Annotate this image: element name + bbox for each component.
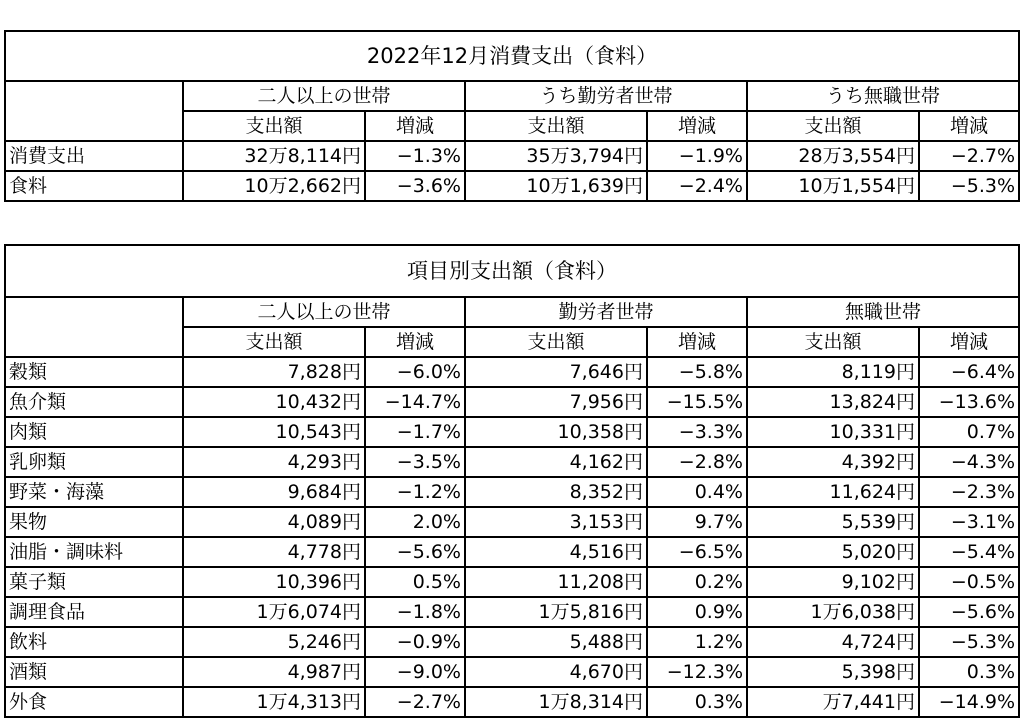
amount-cell: 35万3,794円 xyxy=(465,141,647,171)
items-group-header: 二人以上の世帯 xyxy=(183,297,465,327)
amount-cell: 5,539円 xyxy=(747,507,919,537)
row-label: 肉類 xyxy=(5,417,183,447)
items-table xyxy=(4,244,1020,718)
change-cell: −3.1% xyxy=(919,507,1019,537)
change-cell: −6.0% xyxy=(365,357,465,387)
amount-cell: 10,543円 xyxy=(183,417,365,447)
amount-cell: 10,396円 xyxy=(183,567,365,597)
amount-cell: 10,432円 xyxy=(183,387,365,417)
summary-table xyxy=(4,30,1020,202)
amount-cell: 4,392円 xyxy=(747,447,919,477)
table-row xyxy=(5,537,1019,567)
amount-cell: 10万2,662円 xyxy=(183,171,365,201)
change-cell: −14.7% xyxy=(365,387,465,417)
amount-cell: 1万8,314円 xyxy=(465,687,647,717)
amount-cell: 28万3,554円 xyxy=(747,141,919,171)
items-group-header: 勤労者世帯 xyxy=(465,297,747,327)
change-cell: −1.3% xyxy=(365,141,465,171)
change-cell: 0.7% xyxy=(919,417,1019,447)
summary-col-amount: 支出額 xyxy=(183,111,365,141)
change-cell: −3.5% xyxy=(365,447,465,477)
amount-cell: 1万6,038円 xyxy=(747,597,919,627)
amount-cell: 7,646円 xyxy=(465,357,647,387)
change-cell: 9.7% xyxy=(647,507,747,537)
items-col-change: 増減 xyxy=(919,327,1019,357)
change-cell: −2.7% xyxy=(919,141,1019,171)
summary-col-amount: 支出額 xyxy=(747,111,919,141)
row-label: 調理食品 xyxy=(5,597,183,627)
amount-cell: 5,488円 xyxy=(465,627,647,657)
row-label: 乳卵類 xyxy=(5,447,183,477)
summary-col-amount: 支出額 xyxy=(465,111,647,141)
change-cell: −1.8% xyxy=(365,597,465,627)
items-col-change: 増減 xyxy=(647,327,747,357)
row-label: 魚介類 xyxy=(5,387,183,417)
change-cell: −0.5% xyxy=(919,567,1019,597)
row-label: 果物 xyxy=(5,507,183,537)
table-row xyxy=(5,447,1019,477)
row-label: 油脂・調味料 xyxy=(5,537,183,567)
change-cell: 0.9% xyxy=(647,597,747,627)
change-cell: 2.0% xyxy=(365,507,465,537)
change-cell: −9.0% xyxy=(365,657,465,687)
change-cell: −5.6% xyxy=(919,597,1019,627)
summary-group-header: うち無職世帯 xyxy=(747,81,1019,111)
change-cell: −2.4% xyxy=(647,171,747,201)
table-row xyxy=(5,627,1019,657)
change-cell: −5.3% xyxy=(919,627,1019,657)
amount-cell: 10,331円 xyxy=(747,417,919,447)
change-cell: −5.3% xyxy=(919,171,1019,201)
amount-cell: 4,778円 xyxy=(183,537,365,567)
table-row xyxy=(5,171,1019,201)
change-cell: −5.6% xyxy=(365,537,465,567)
amount-cell: 5,020円 xyxy=(747,537,919,567)
change-cell: 0.3% xyxy=(647,687,747,717)
amount-cell: 5,398円 xyxy=(747,657,919,687)
change-cell: −6.4% xyxy=(919,357,1019,387)
change-cell: −3.6% xyxy=(365,171,465,201)
change-cell: 0.2% xyxy=(647,567,747,597)
amount-cell: 9,102円 xyxy=(747,567,919,597)
row-label: 消費支出 xyxy=(5,141,183,171)
amount-cell: 10,358円 xyxy=(465,417,647,447)
amount-cell: 3,153円 xyxy=(465,507,647,537)
summary-group-header: 二人以上の世帯 xyxy=(183,81,465,111)
change-cell: −2.7% xyxy=(365,687,465,717)
items-col-amount: 支出額 xyxy=(183,327,365,357)
change-cell: −1.9% xyxy=(647,141,747,171)
change-cell: 0.4% xyxy=(647,477,747,507)
change-cell: −6.5% xyxy=(647,537,747,567)
amount-cell: 4,089円 xyxy=(183,507,365,537)
items-group-header: 無職世帯 xyxy=(747,297,1019,327)
row-label: 野菜・海藻 xyxy=(5,477,183,507)
amount-cell: 7,828円 xyxy=(183,357,365,387)
change-cell: 1.2% xyxy=(647,627,747,657)
table-row xyxy=(5,507,1019,537)
amount-cell: 4,670円 xyxy=(465,657,647,687)
amount-cell: 32万8,114円 xyxy=(183,141,365,171)
summary-corner-cell xyxy=(5,81,183,141)
change-cell: −1.2% xyxy=(365,477,465,507)
items-col-change: 増減 xyxy=(365,327,465,357)
change-cell: −13.6% xyxy=(919,387,1019,417)
change-cell: 0.5% xyxy=(365,567,465,597)
summary-col-change: 増減 xyxy=(365,111,465,141)
table-row xyxy=(5,477,1019,507)
change-cell: −12.3% xyxy=(647,657,747,687)
summary-table-title: 2022年12月消費支出（食料） xyxy=(5,31,1019,81)
amount-cell: 11,208円 xyxy=(465,567,647,597)
amount-cell: 9,684円 xyxy=(183,477,365,507)
amount-cell: 4,516円 xyxy=(465,537,647,567)
change-cell: −14.9% xyxy=(919,687,1019,717)
amount-cell: 1万6,074円 xyxy=(183,597,365,627)
items-corner-cell xyxy=(5,297,183,357)
amount-cell: 10万1,554円 xyxy=(747,171,919,201)
amount-cell: 10万1,639円 xyxy=(465,171,647,201)
row-label: 外食 xyxy=(5,687,183,717)
row-label: 食料 xyxy=(5,171,183,201)
amount-cell: 11,624円 xyxy=(747,477,919,507)
change-cell: −3.3% xyxy=(647,417,747,447)
amount-cell: 13,824円 xyxy=(747,387,919,417)
items-col-amount: 支出額 xyxy=(747,327,919,357)
amount-cell: 1万4,313円 xyxy=(183,687,365,717)
summary-col-change: 増減 xyxy=(647,111,747,141)
amount-cell: 5,246円 xyxy=(183,627,365,657)
table-row xyxy=(5,657,1019,687)
amount-cell: 8,119円 xyxy=(747,357,919,387)
table-row xyxy=(5,357,1019,387)
change-cell: −15.5% xyxy=(647,387,747,417)
row-label: 穀類 xyxy=(5,357,183,387)
amount-cell: 4,293円 xyxy=(183,447,365,477)
table-row xyxy=(5,387,1019,417)
summary-group-header: うち勤労者世帯 xyxy=(465,81,747,111)
amount-cell: 8,352円 xyxy=(465,477,647,507)
amount-cell: 4,162円 xyxy=(465,447,647,477)
change-cell: −0.9% xyxy=(365,627,465,657)
table-row xyxy=(5,141,1019,171)
items-table-title: 項目別支出額（食料） xyxy=(5,245,1019,297)
amount-cell: 1万5,816円 xyxy=(465,597,647,627)
row-label: 飲料 xyxy=(5,627,183,657)
amount-cell: 7,956円 xyxy=(465,387,647,417)
amount-cell: 4,987円 xyxy=(183,657,365,687)
items-col-amount: 支出額 xyxy=(465,327,647,357)
change-cell: −2.3% xyxy=(919,477,1019,507)
summary-col-change: 増減 xyxy=(919,111,1019,141)
change-cell: −4.3% xyxy=(919,447,1019,477)
change-cell: 0.3% xyxy=(919,657,1019,687)
amount-cell: 万7,441円 xyxy=(747,687,919,717)
row-label: 酒類 xyxy=(5,657,183,687)
change-cell: −5.8% xyxy=(647,357,747,387)
change-cell: −2.8% xyxy=(647,447,747,477)
row-label: 菓子類 xyxy=(5,567,183,597)
change-cell: −5.4% xyxy=(919,537,1019,567)
change-cell: −1.7% xyxy=(365,417,465,447)
table-row xyxy=(5,567,1019,597)
table-row xyxy=(5,687,1019,717)
table-row xyxy=(5,417,1019,447)
amount-cell: 4,724円 xyxy=(747,627,919,657)
table-row xyxy=(5,597,1019,627)
